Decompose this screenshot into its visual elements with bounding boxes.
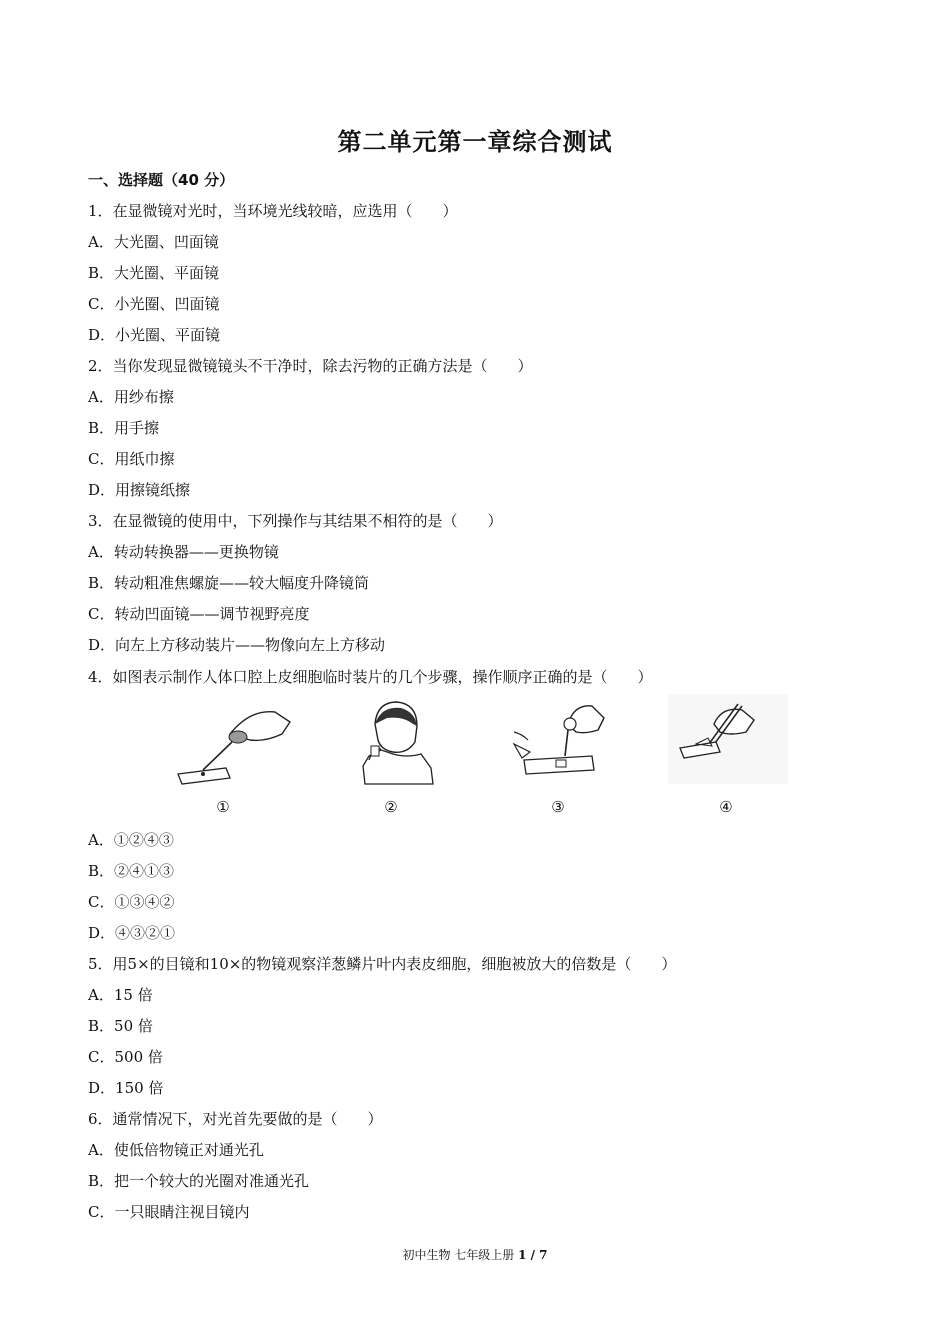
question-6-option-b: B．把一个较大的光圈对准通光孔 xyxy=(88,1172,310,1190)
step-3-label: ③ xyxy=(551,798,565,816)
question-3-stem: 3．在显微镜的使用中，下列操作与其结果不相符的是（ ） xyxy=(88,512,503,530)
step-2-illustration xyxy=(345,694,445,789)
question-2-option-c: C．用纸巾擦 xyxy=(88,450,175,468)
question-5-stem: 5．用5×的目镜和10×的物镜观察洋葱鳞片叶内表皮细胞，细胞被放大的倍数是（ ） xyxy=(88,955,677,973)
question-1-option-a: A．大光圈、凹面镜 xyxy=(88,233,219,251)
step-1-illustration xyxy=(170,694,300,789)
question-3-option-c: C．转动凹面镜——调节视野亮度 xyxy=(88,605,310,623)
footer-text: 初中生物 七年级上册 xyxy=(402,1248,519,1262)
question-5-option-c: C．500 倍 xyxy=(88,1048,163,1066)
question-5-option-b: B．50 倍 xyxy=(88,1017,153,1035)
question-4-stem: 4．如图表示制作人体口腔上皮细胞临时装片的几个步骤，操作顺序正确的是（ ） xyxy=(88,668,653,686)
question-6-option-a: A．使低倍物镜正对通光孔 xyxy=(88,1141,264,1159)
question-3-option-d: D．向左上方移动装片——物像向左上方移动 xyxy=(88,636,386,654)
page-footer xyxy=(0,1246,950,1263)
page-number: 1 / 7 xyxy=(518,1248,548,1262)
question-4-option-c: C．①③④② xyxy=(88,893,175,911)
question-1-option-b: B．大光圈、平面镜 xyxy=(88,264,220,282)
step-1-label: ① xyxy=(216,798,230,816)
question-4-option-b: B．②④①③ xyxy=(88,862,175,880)
question-5-option-d: D．150 倍 xyxy=(88,1079,164,1097)
question-1-stem: 1．在显微镜对光时，当环境光线较暗，应选用（ ） xyxy=(88,202,458,220)
question-6-option-c: C．一只眼睛注视目镜内 xyxy=(88,1203,250,1221)
question-4-option-a: A．①②④③ xyxy=(88,831,174,849)
question-4-option-d: D．④③②① xyxy=(88,924,176,942)
question-2-option-a: A．用纱布擦 xyxy=(88,388,174,406)
section-heading: 一、选择题（40 分） xyxy=(88,171,235,189)
step-3-illustration xyxy=(510,694,620,789)
step-2-label: ② xyxy=(384,798,398,816)
question-2-stem: 2．当你发现显微镜镜头不干净时，除去污物的正确方法是（ ） xyxy=(88,357,533,375)
question-5-option-a: A．15 倍 xyxy=(88,986,153,1004)
question-4-figure xyxy=(0,694,950,824)
question-6-stem: 6．通常情况下，对光首先要做的是（ ） xyxy=(88,1110,383,1128)
question-2-option-d: D．用擦镜纸擦 xyxy=(88,481,191,499)
question-1-option-d: D．小光圈、平面镜 xyxy=(88,326,221,344)
page-title: 第二单元第一章综合测试 xyxy=(337,128,613,156)
question-1-option-c: C．小光圈、凹面镜 xyxy=(88,295,220,313)
question-3-option-b: B．转动粗准焦螺旋——较大幅度升降镜筒 xyxy=(88,574,370,592)
step-4-label: ④ xyxy=(719,798,733,816)
question-3-option-a: A．转动转换器——更换物镜 xyxy=(88,543,279,561)
question-2-option-b: B．用手擦 xyxy=(88,419,160,437)
step-4-illustration xyxy=(668,694,788,789)
